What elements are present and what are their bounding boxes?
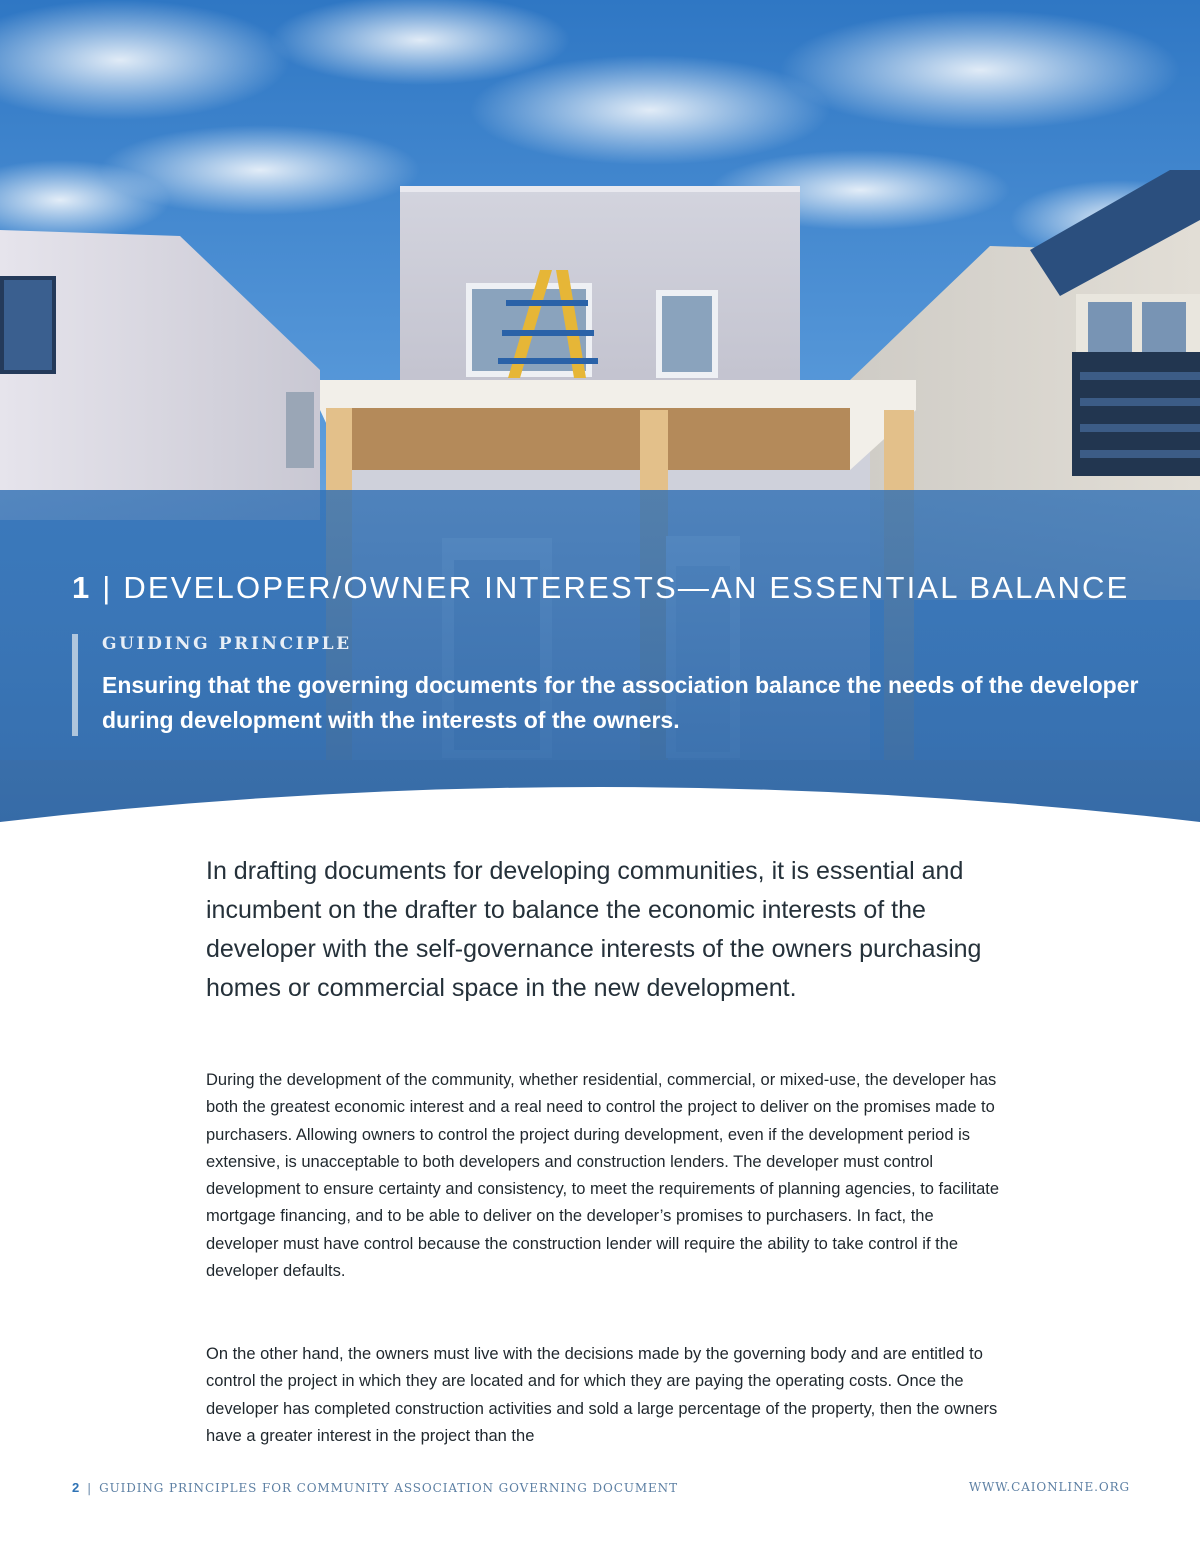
section-title-text: DEVELOPER/OWNER INTERESTS—AN ESSENTIAL BALANCE	[123, 570, 1130, 605]
publication-title: GUIDING PRINCIPLES FOR COMMUNITY ASSOCIATION GOVERNING DOCUMENT	[99, 1481, 678, 1495]
guiding-principle-label: GUIDING PRINCIPLE	[102, 634, 352, 654]
section-separator: |	[91, 570, 124, 605]
section-title	[72, 570, 1172, 606]
website-link[interactable]: WWW.CAIONLINE.ORG	[968, 1480, 1130, 1494]
page-footer	[72, 1480, 1130, 1500]
footer-publication	[72, 1480, 678, 1495]
footer-separator: |	[87, 1481, 93, 1495]
section-number: 1	[72, 570, 92, 605]
body-paragraph: During the development of the community, whether residential, commercial, or mixed-use, the developer has both the greatest economic interest and a real need to control the project to deliver on the promises made to purchasers. Allowing owners to control the project during development, even if the development period is extensive, is unacceptable to both developers and construction lenders. The developer must control development to ensure certainty and consistency, to meet the requirements of planning agencies, to facilitate mortgage financing, and to be able to deliver on the developer’s promises to purchasers. In fact, the developer must have control because the construction lender will require the ability to take control if the developer defaults.	[206, 1071, 1000, 1281]
principle-accent-rule	[72, 634, 78, 736]
body-paragraph: On the other hand, the owners must live with the decisions made by the governing body and are entitled to control the project in which they are located and for which they are paying the operating costs. Once the developer has completed construction activities and sold a large percentage of the property, then the owners have a greater interest in the project than the	[206, 1345, 998, 1445]
guiding-principle-text: Ensuring that the governing documents for the association balance the needs of the developer during development with the interests of the owners.	[102, 672, 1139, 733]
page-number: 2	[72, 1480, 81, 1495]
lead-paragraph: In drafting documents for developing communities, it is essential and incumbent on the drafter to balance the economic interests of the developer with the self-governance interests of the owners purchasing homes or commercial space in the new development.	[206, 857, 982, 1002]
